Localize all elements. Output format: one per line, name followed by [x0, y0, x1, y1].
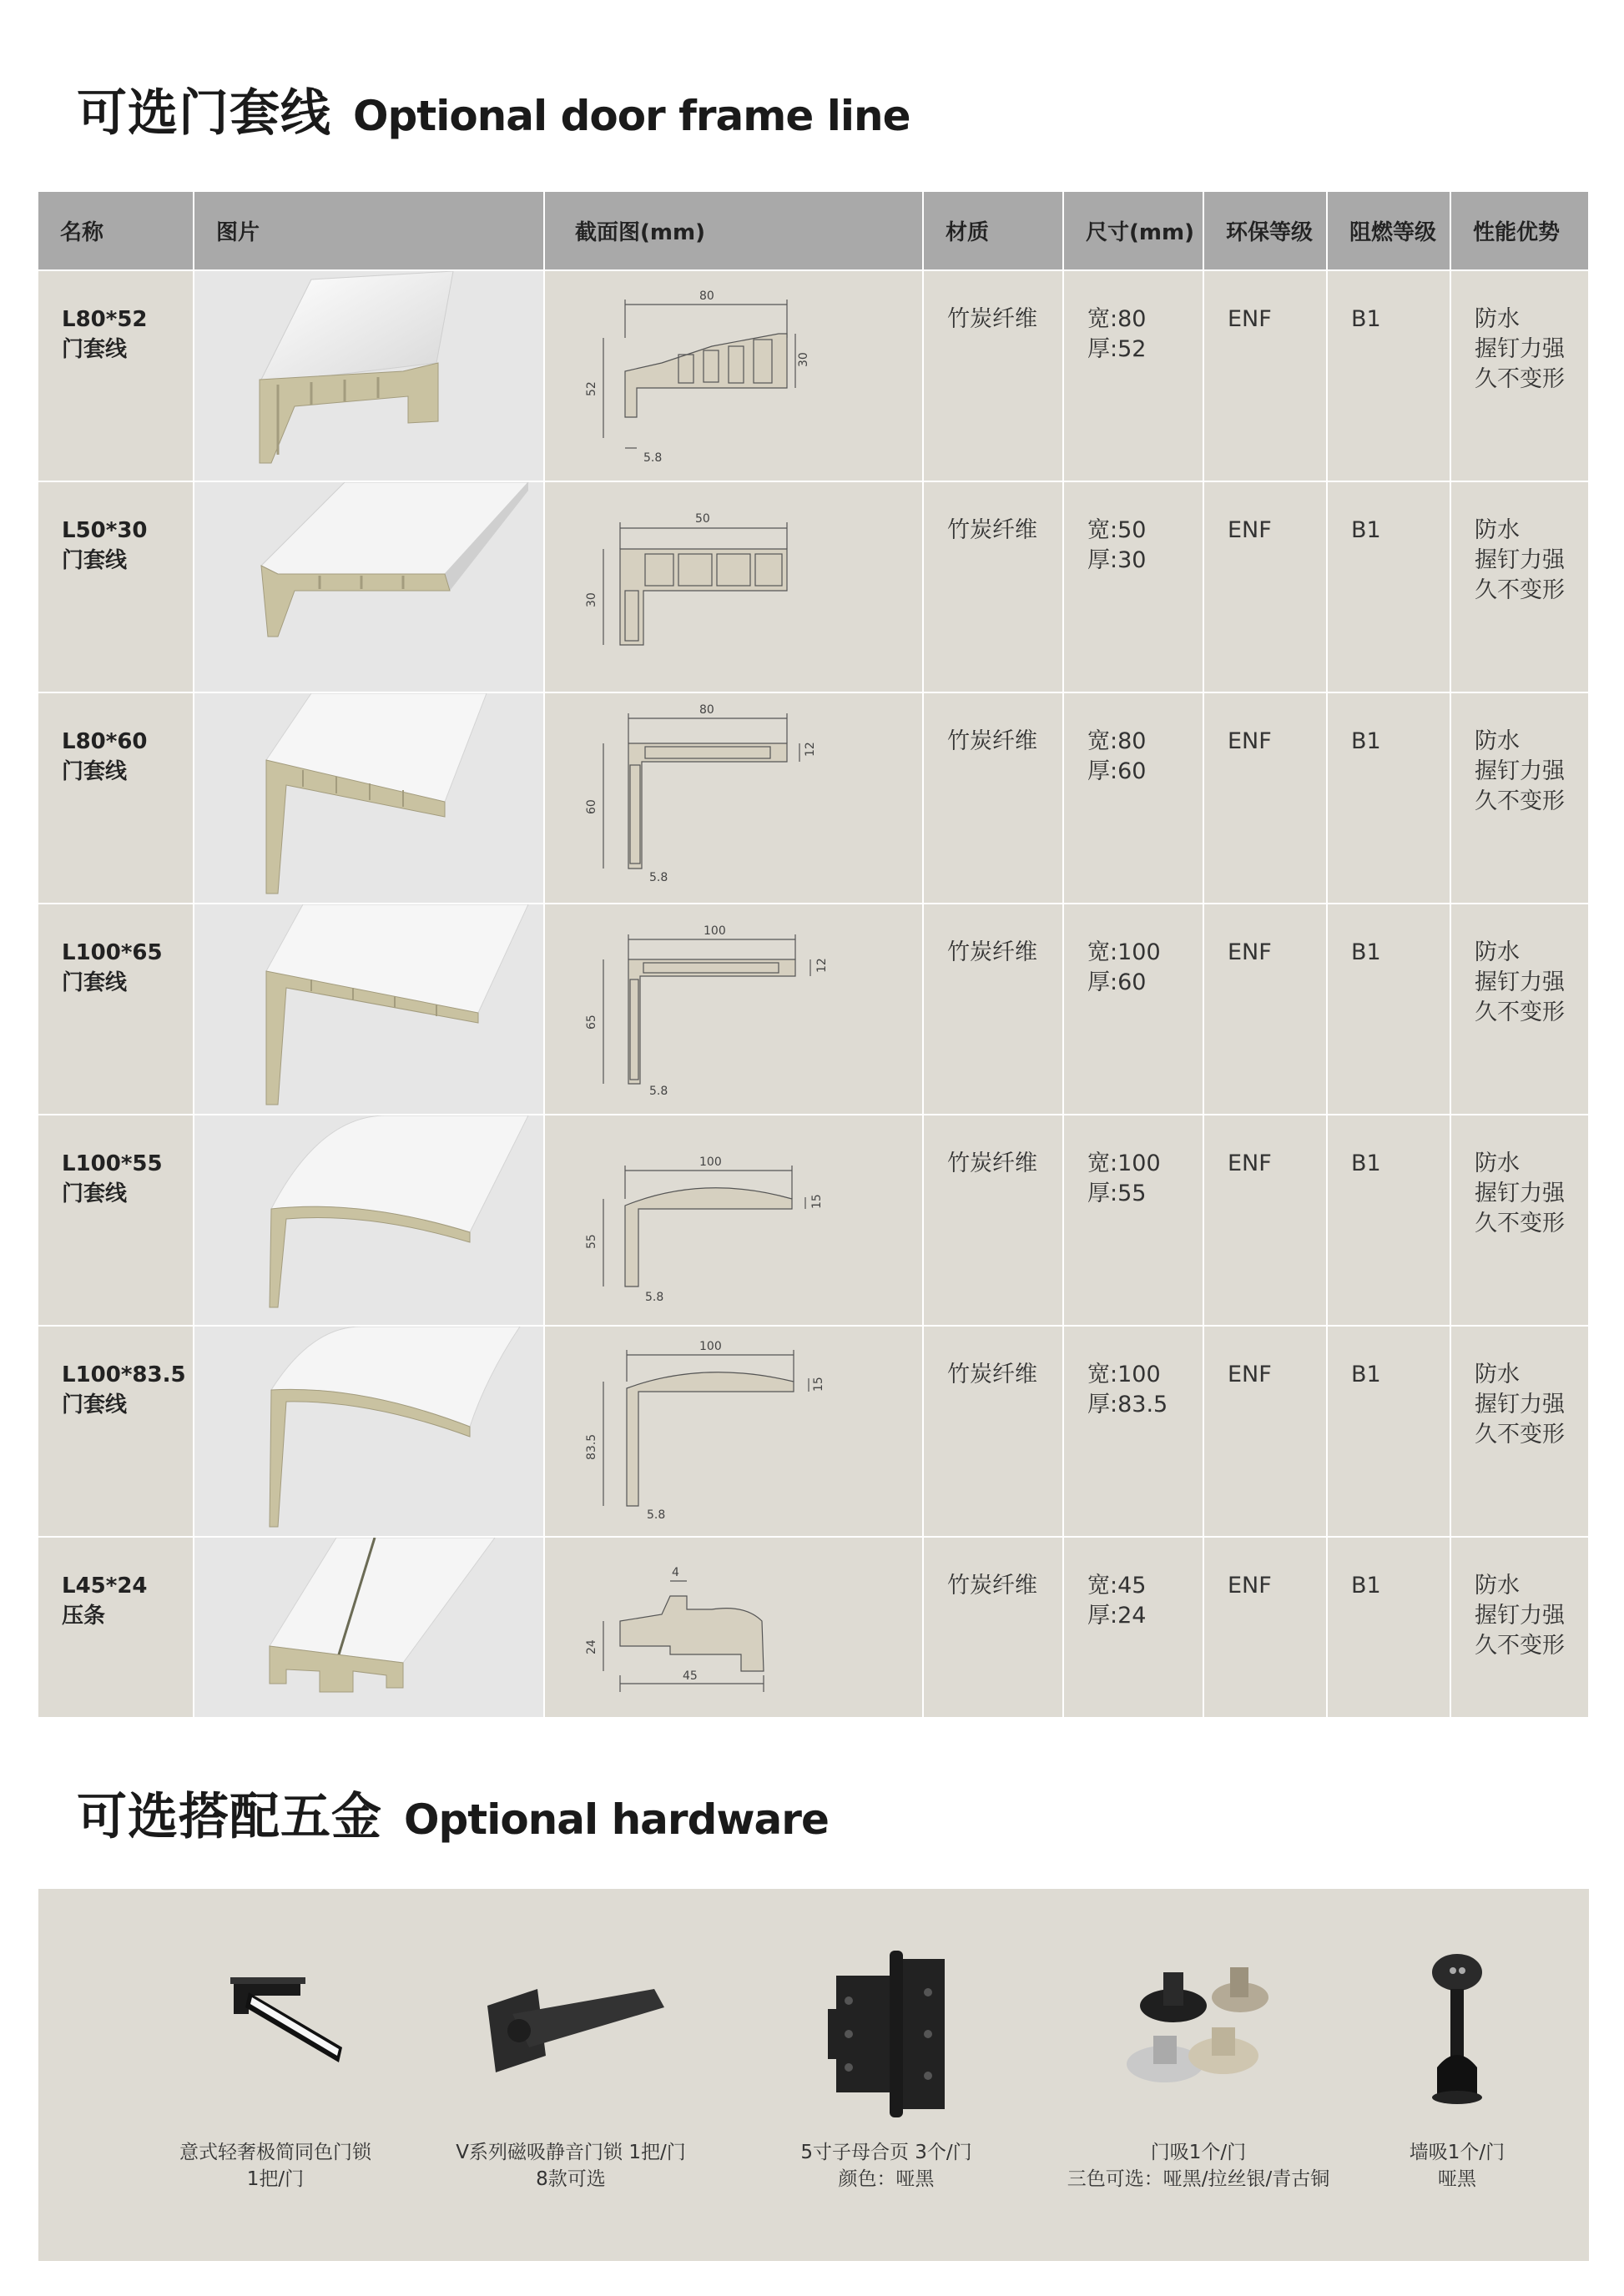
section-drawing — [544, 481, 923, 692]
advantage: 防水 — [1475, 1573, 1520, 1599]
fire-grade-cell: B1 — [1327, 1115, 1450, 1326]
product-name-cell — [38, 481, 194, 692]
dim-width: 50 — [695, 512, 710, 526]
header-fire: 阻燃等级 — [1327, 192, 1450, 270]
dim-height: 60 — [585, 799, 598, 814]
eco-grade-cell: ENF — [1203, 481, 1327, 692]
advantages-cell — [1450, 270, 1589, 481]
size-width: 宽:50 — [1087, 517, 1147, 543]
advantage: 久不变形 — [1475, 577, 1565, 603]
cross-section-drawing — [545, 904, 922, 1114]
dim-width: 45 — [683, 1669, 698, 1683]
product-name-cell — [38, 904, 194, 1115]
size-cell — [1063, 692, 1203, 904]
lever-handle-icon — [175, 1956, 376, 2122]
header-name: 名称 — [38, 192, 194, 270]
dim-side: 12 — [815, 958, 829, 973]
advantage: 握钉力强 — [1475, 336, 1565, 362]
cross-section-drawing — [545, 271, 922, 481]
header-eco: 环保等级 — [1203, 192, 1327, 270]
product-photo — [194, 270, 544, 481]
material-cell: 竹炭纤维 — [923, 1537, 1063, 1717]
door-frame-spec-table — [38, 192, 1590, 1717]
dim-side: 30 — [797, 352, 810, 367]
product-code: L80*52 — [62, 307, 148, 332]
section-drawing — [544, 270, 923, 481]
fire-grade-cell: B1 — [1327, 1326, 1450, 1537]
frame-profile-image — [194, 1538, 543, 1717]
size-width: 宽:100 — [1087, 1151, 1161, 1176]
section-drawing — [544, 692, 923, 904]
dim-width: 80 — [699, 290, 714, 303]
eco-grade-cell: ENF — [1203, 270, 1327, 481]
hardware-panel — [38, 1889, 1589, 2261]
table-row — [38, 481, 1589, 692]
fire-grade-cell: B1 — [1327, 481, 1450, 692]
table-row — [38, 692, 1589, 904]
advantage: 久不变形 — [1475, 788, 1565, 814]
header-photo: 图片 — [194, 192, 544, 270]
eco-grade-cell: ENF — [1203, 1326, 1327, 1537]
dim-wall: 5.8 — [647, 1508, 666, 1522]
advantages-cell — [1450, 481, 1589, 692]
cross-section-drawing — [545, 1327, 922, 1536]
fire-grade-cell: B1 — [1327, 904, 1450, 1115]
door-stopper-icon — [1098, 1956, 1299, 2139]
advantage: 防水 — [1475, 1151, 1520, 1176]
advantage: 防水 — [1475, 939, 1520, 965]
fire-grade-cell: B1 — [1327, 692, 1450, 904]
section-title-en: Optional hardware — [404, 1795, 829, 1844]
caption-line: 墙吸1个/门 — [1409, 2142, 1505, 2163]
fire-grade-cell: B1 — [1327, 1537, 1450, 1717]
hardware-item — [421, 1889, 721, 2190]
dim-width: 100 — [699, 1156, 722, 1169]
caption-line: 8款可选 — [536, 2168, 606, 2190]
frame-profile-image — [194, 271, 543, 481]
table-header-row — [38, 192, 1589, 270]
advantage: 握钉力强 — [1475, 1392, 1565, 1417]
table-row — [38, 1115, 1589, 1326]
dim-height: 65 — [585, 1015, 598, 1030]
size-cell — [1063, 270, 1203, 481]
caption-line: 1把/门 — [246, 2168, 305, 2190]
advantage: 防水 — [1475, 517, 1520, 543]
dim-height: 30 — [585, 592, 598, 607]
advantage: 防水 — [1475, 306, 1520, 332]
material-cell: 竹炭纤维 — [923, 1115, 1063, 1326]
material-cell: 竹炭纤维 — [923, 481, 1063, 692]
dim-width: 80 — [699, 703, 714, 717]
table-row — [38, 270, 1589, 481]
caption-line: 5寸子母合页 3个/门 — [800, 2142, 972, 2163]
dim-wall: 5.8 — [649, 871, 668, 884]
eco-grade-cell: ENF — [1203, 692, 1327, 904]
advantage: 久不变形 — [1475, 1422, 1565, 1448]
dim-width: 100 — [699, 1340, 722, 1353]
cross-section-drawing — [545, 1115, 922, 1325]
product-code: L100*83.5 — [62, 1362, 186, 1387]
material-cell: 竹炭纤维 — [923, 692, 1063, 904]
product-type: 门套线 — [62, 1392, 128, 1417]
product-name-cell — [38, 1115, 194, 1326]
product-photo — [194, 692, 544, 904]
caption-line: 意式轻奢极简同色门锁 — [179, 2142, 371, 2163]
product-type: 压条 — [62, 1604, 106, 1629]
advantage: 防水 — [1475, 1362, 1520, 1387]
advantage: 防水 — [1475, 728, 1520, 754]
hardware-caption — [125, 2139, 426, 2193]
size-cell — [1063, 1537, 1203, 1717]
frame-profile-image — [194, 693, 543, 903]
hardware-caption — [736, 2139, 1036, 2193]
material-cell: 竹炭纤维 — [923, 904, 1063, 1115]
table-row — [38, 904, 1589, 1115]
product-name-cell — [38, 692, 194, 904]
hardware-item — [736, 1889, 1036, 2190]
table-row — [38, 1326, 1589, 1537]
frame-profile-image — [194, 1115, 543, 1325]
size-thickness: 厚:60 — [1087, 969, 1147, 995]
advantage: 久不变形 — [1475, 1211, 1565, 1236]
size-thickness: 厚:30 — [1087, 547, 1147, 573]
product-code: L100*55 — [62, 1151, 163, 1176]
header-size: 尺寸(mm) — [1063, 192, 1203, 270]
advantage: 久不变形 — [1475, 999, 1565, 1025]
cross-section-drawing — [545, 482, 922, 692]
product-code: L50*30 — [62, 518, 148, 543]
magnetic-lock-icon — [446, 1956, 696, 2122]
size-width: 宽:80 — [1087, 728, 1147, 754]
product-photo — [194, 904, 544, 1115]
size-width: 宽:80 — [1087, 306, 1147, 332]
dim-height: 55 — [585, 1234, 598, 1249]
product-photo — [194, 1115, 544, 1326]
section-title-en: Optional door frame line — [353, 92, 910, 140]
frame-profile-image — [194, 1327, 543, 1536]
hardware-caption — [1307, 2139, 1607, 2193]
dim-wall: 5.8 — [649, 1085, 668, 1098]
table-row — [38, 1537, 1589, 1717]
advantages-cell — [1450, 1537, 1589, 1717]
wall-stopper-icon — [1390, 1942, 1524, 2126]
section-title-hardware — [77, 1777, 829, 1849]
fire-grade-cell: B1 — [1327, 270, 1450, 481]
dim-side: 12 — [804, 742, 817, 757]
product-photo — [194, 481, 544, 692]
material-cell: 竹炭纤维 — [923, 270, 1063, 481]
size-width: 宽:100 — [1087, 1362, 1161, 1387]
dim-height: 52 — [585, 381, 598, 396]
advantages-cell — [1450, 692, 1589, 904]
advantage: 握钉力强 — [1475, 758, 1565, 784]
size-thickness: 厚:24 — [1087, 1603, 1147, 1629]
product-name-cell — [38, 270, 194, 481]
eco-grade-cell: ENF — [1203, 1537, 1327, 1717]
caption-line: 哑黑 — [1438, 2168, 1476, 2190]
dim-top: 4 — [672, 1566, 679, 1579]
product-photo — [194, 1537, 544, 1717]
section-title-zh: 可选门套线 — [77, 84, 331, 143]
size-thickness: 厚:55 — [1087, 1181, 1147, 1206]
section-title-door-frame — [77, 73, 910, 145]
size-width: 宽:100 — [1087, 939, 1161, 965]
advantage: 握钉力强 — [1475, 547, 1565, 573]
size-cell — [1063, 1115, 1203, 1326]
size-thickness: 厚:52 — [1087, 336, 1147, 362]
advantage: 握钉力强 — [1475, 1181, 1565, 1206]
caption-line: V系列磁吸静音门锁 1把/门 — [456, 2142, 686, 2163]
size-width: 宽:45 — [1087, 1573, 1147, 1599]
advantages-cell — [1450, 1326, 1589, 1537]
size-cell — [1063, 481, 1203, 692]
advantages-cell — [1450, 1115, 1589, 1326]
product-code: L100*65 — [62, 940, 163, 965]
header-material: 材质 — [923, 192, 1063, 270]
hinge-icon — [803, 1942, 970, 2126]
cross-section-drawing — [545, 1538, 922, 1717]
frame-profile-image — [194, 904, 543, 1114]
section-drawing — [544, 904, 923, 1115]
hardware-item — [1307, 1889, 1607, 2190]
dim-height: 24 — [585, 1639, 598, 1654]
product-code: L45*24 — [62, 1573, 148, 1599]
section-drawing — [544, 1537, 923, 1717]
cross-section-drawing — [545, 693, 922, 903]
dim-width: 100 — [704, 924, 726, 938]
product-type: 门套线 — [62, 970, 128, 995]
eco-grade-cell: ENF — [1203, 1115, 1327, 1326]
product-type: 门套线 — [62, 337, 128, 362]
section-title-zh: 可选搭配五金 — [77, 1788, 382, 1846]
advantage: 握钉力强 — [1475, 1603, 1565, 1629]
product-photo — [194, 1326, 544, 1537]
dim-wall: 5.8 — [645, 1291, 664, 1304]
product-code: L80*60 — [62, 729, 148, 754]
size-cell — [1063, 904, 1203, 1115]
caption-line: 三色可选：哑黑/拉丝银/青古铜 — [1067, 2168, 1330, 2190]
size-thickness: 厚:83.5 — [1087, 1392, 1168, 1417]
caption-line: 门吸1个/门 — [1150, 2142, 1247, 2163]
dim-side: 15 — [810, 1194, 824, 1209]
hardware-item — [1048, 1889, 1349, 2190]
frame-profile-image — [194, 482, 543, 692]
hardware-caption — [421, 2139, 721, 2193]
product-type: 门套线 — [62, 548, 128, 573]
caption-line: 颜色：哑黑 — [838, 2168, 935, 2190]
advantages-cell — [1450, 904, 1589, 1115]
product-name-cell — [38, 1326, 194, 1537]
product-type: 门套线 — [62, 759, 128, 784]
hardware-caption — [1048, 2139, 1349, 2193]
product-type: 门套线 — [62, 1181, 128, 1206]
section-drawing — [544, 1115, 923, 1326]
advantage: 握钉力强 — [1475, 969, 1565, 995]
hardware-item — [125, 1889, 426, 2190]
advantage: 久不变形 — [1475, 366, 1565, 392]
dim-height: 83.5 — [585, 1433, 598, 1460]
advantage: 久不变形 — [1475, 1633, 1565, 1659]
size-cell — [1063, 1326, 1203, 1537]
header-advantages: 性能优势 — [1450, 192, 1589, 270]
dim-side: 15 — [812, 1377, 825, 1392]
material-cell: 竹炭纤维 — [923, 1326, 1063, 1537]
size-thickness: 厚:60 — [1087, 758, 1147, 784]
eco-grade-cell: ENF — [1203, 904, 1327, 1115]
section-drawing — [544, 1326, 923, 1537]
product-name-cell — [38, 1537, 194, 1717]
header-section: 截面图(mm) — [544, 192, 923, 270]
dim-wall: 5.8 — [643, 451, 663, 465]
